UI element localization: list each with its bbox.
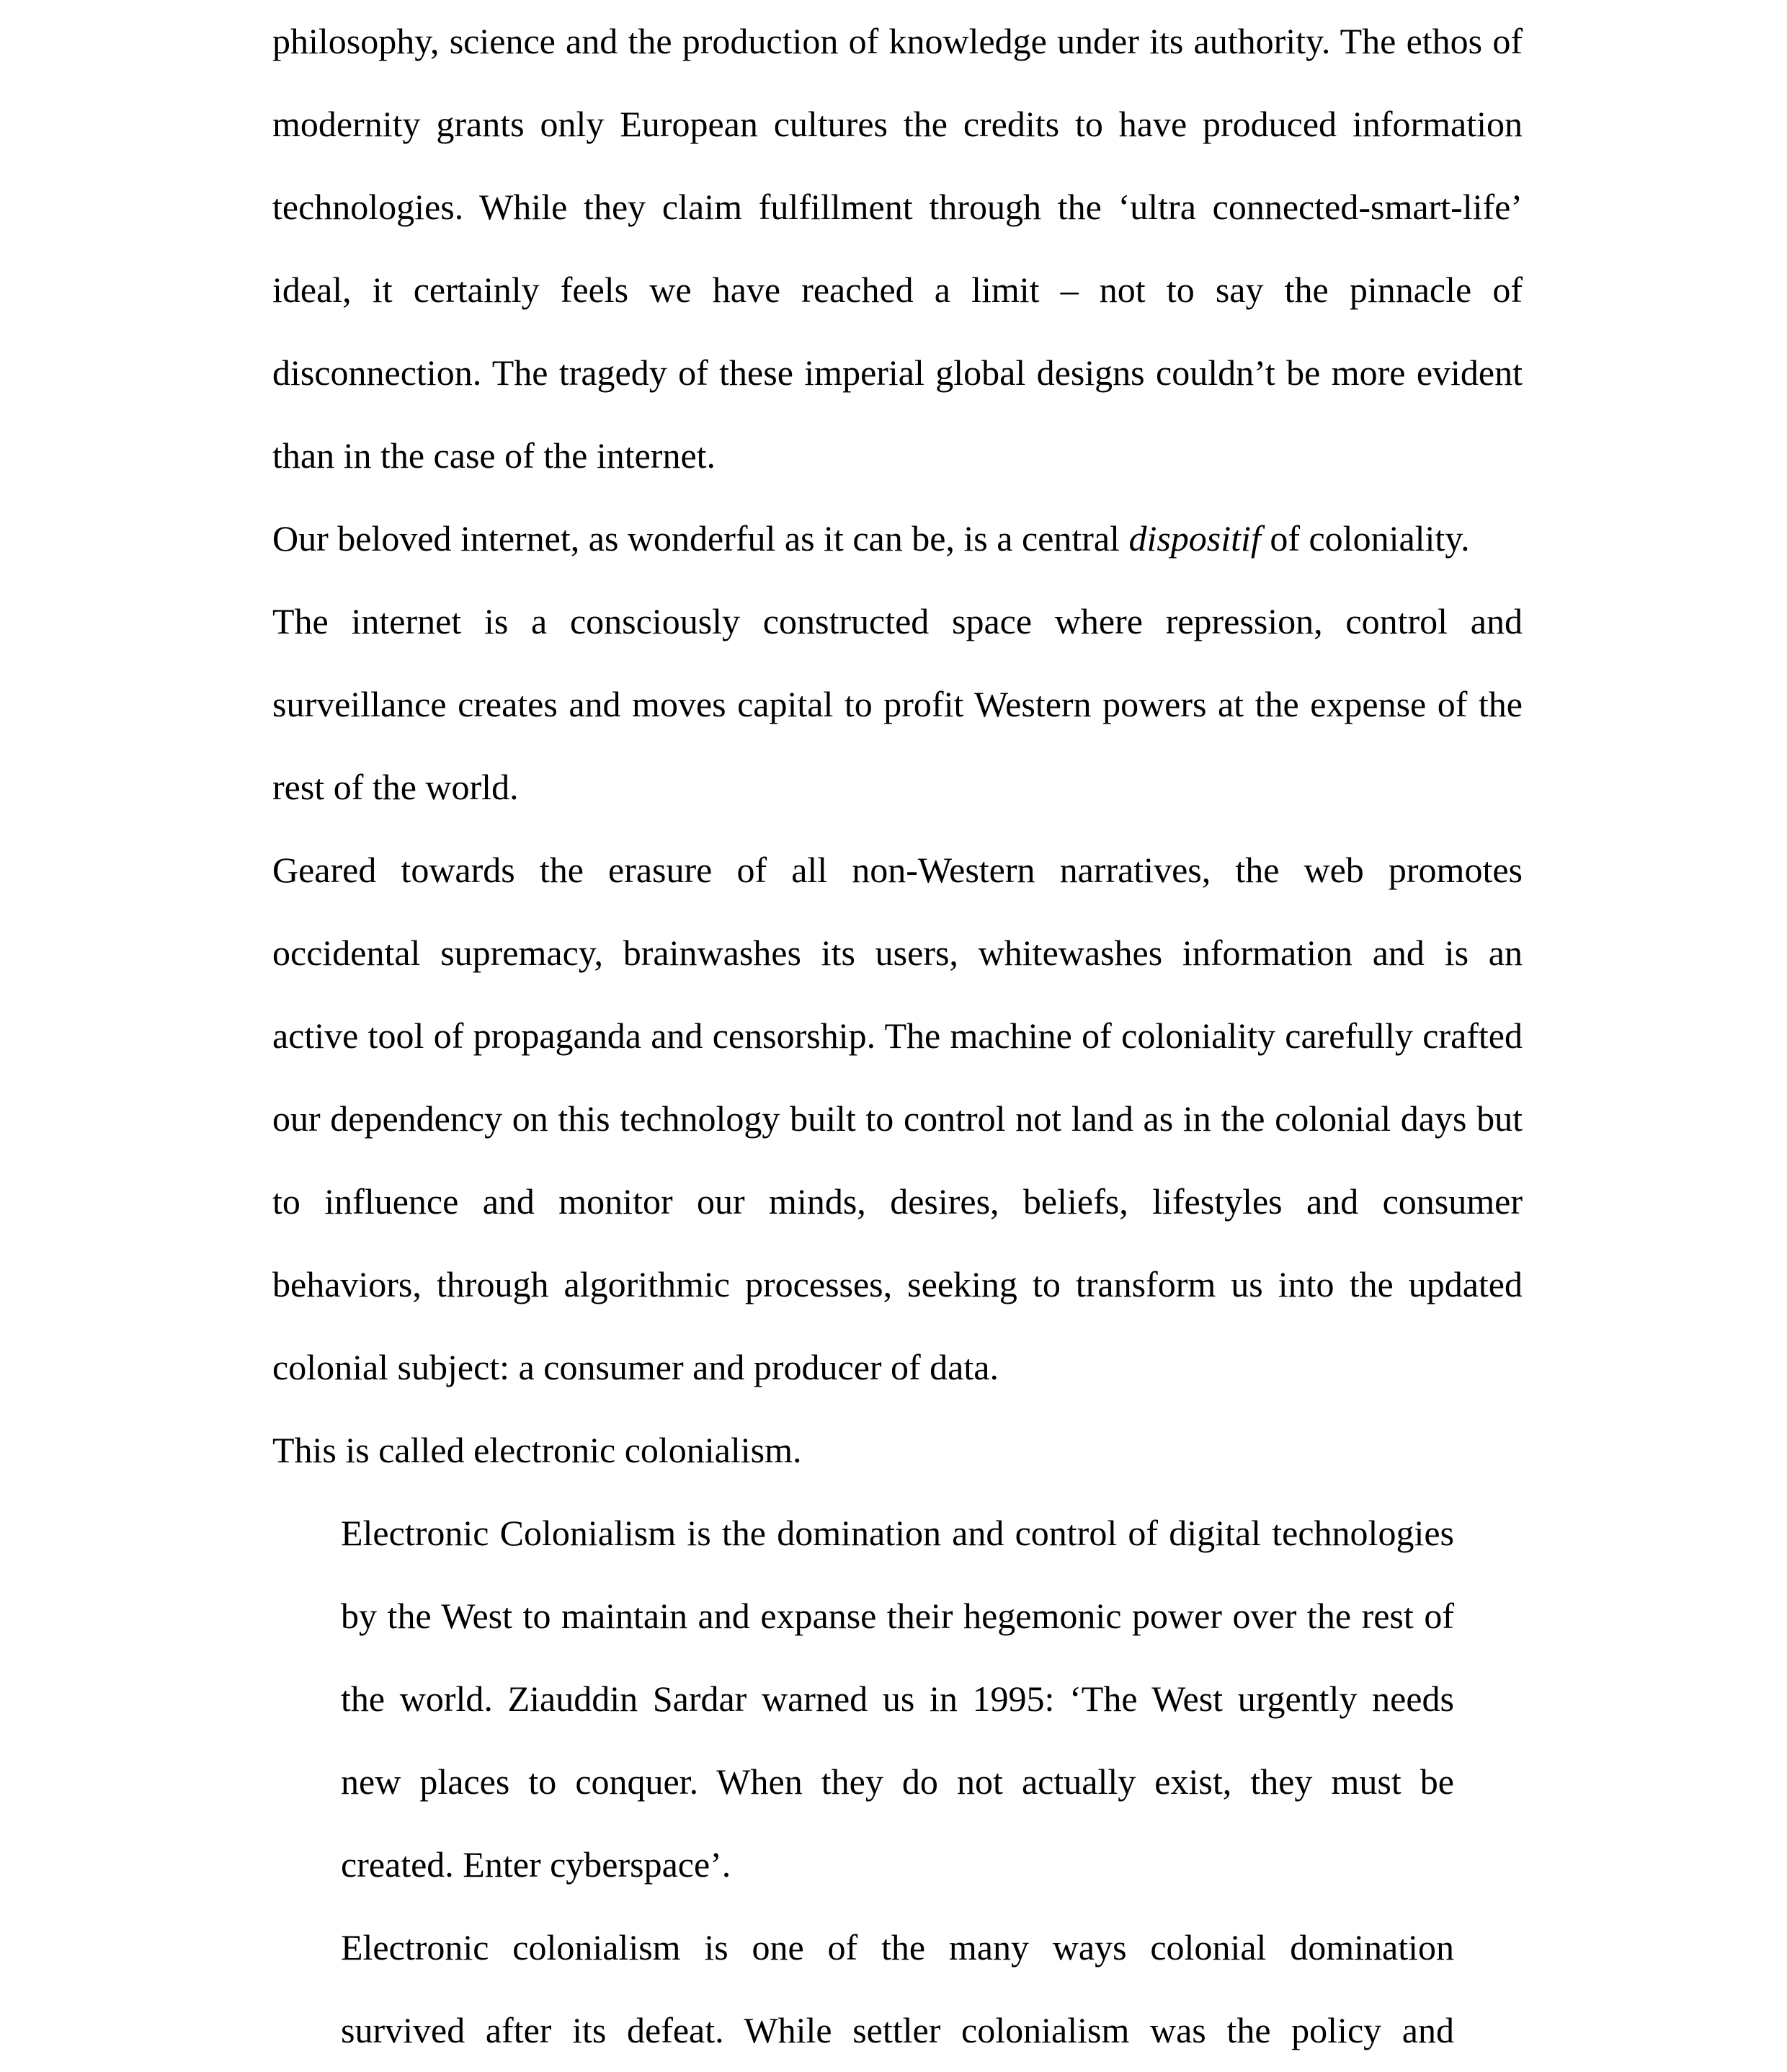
text-line: new places to conquer. When they do not actually exist, they must be [341,1761,1454,1802]
text-line: ideal, it certainly feels we have reached a limit – not to say the pinnacle of [272,270,1523,310]
text-line: behaviors, through algorithmic processes, seeking to transform us into the updated [272,1264,1523,1304]
text-line: than in the case of the internet. [272,435,716,476]
text-line: created. Enter cyberspace’. [341,1844,731,1885]
text-line: to influence and monitor our minds, desires, beliefs, lifestyles and consumer [272,1181,1523,1222]
quote-paragraph [341,1906,1454,2072]
text-line: Electronic colonialism is one of the many ways colonial domination [341,1927,1454,1967]
paragraph-dispositif [272,497,1523,580]
paragraph-internet-space [272,580,1523,829]
text-line: surveillance creates and moves capital to profit Western powers at the expense of the [272,684,1523,724]
text-line: The internet is a consciously constructed space where repression, control and [272,601,1523,641]
paragraph-web-erasure [272,829,1523,1409]
paragraph-electronic-colonialism [272,1409,1523,1492]
text-line: technologies. While they claim fulfillment through the ‘ultra connected-smart-life’ [272,187,1523,227]
text-line: the world. Ziauddin Sardar warned us in 1995: ‘The West urgently needs [341,1679,1454,1719]
text-line [272,497,1523,580]
text-line: Geared towards the erasure of all non-Western narratives, the web promotes [272,850,1523,890]
italic-term: dispositif [1128,518,1261,559]
text-line: philosophy, science and the production of knowledge under its authority. The ethos of [272,21,1523,61]
text-segment: Our beloved internet, as wonderful as it can be, is a central [272,518,1129,559]
text-line: modernity grants only European cultures the credits to have produced information [272,104,1523,144]
text-line: Electronic Colonialism is the domination and control of digital technologies [341,1513,1454,1553]
text-line: This is called electronic colonialism. [272,1430,802,1470]
text-line: colonial subject: a consumer and producer of data. [272,1347,999,1387]
text-line: our dependency on this technology built to control not land as in the colonial days but [272,1098,1523,1139]
block-quote [341,1492,1454,2072]
text-segment: of coloniality. [1260,518,1470,559]
document-body [272,0,1523,2072]
text-line: active tool of propaganda and censorship. The machine of coloniality carefully crafted [272,1015,1523,1056]
text-line: occidental supremacy, brainwashes its users, whitewashes information and is an [272,933,1523,973]
text-line: survived after its defeat. While settler colonialism was the policy and [341,2010,1454,2050]
text-line: by the West to maintain and expanse their hegemonic power over the rest of [341,1596,1454,1636]
text-line: disconnection. The tragedy of these imperial global designs couldn’t be more evident [272,352,1523,393]
paragraph-modernity [272,0,1523,497]
quote-paragraph [341,1492,1454,1906]
text-line: rest of the world. [272,767,519,807]
